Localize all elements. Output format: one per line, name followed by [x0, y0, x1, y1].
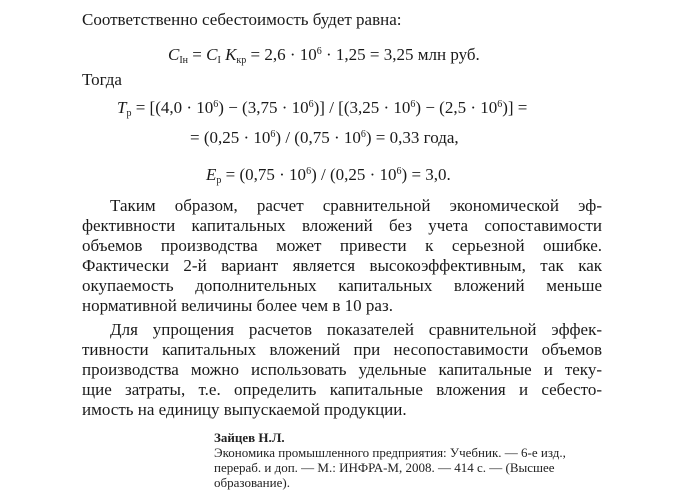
- paragraph-1-line: окупаемость дополнительных капитальных вложений меньше: [82, 276, 602, 295]
- paragraph-1-line: объемов производства может привести к серьезной ошибке.: [82, 236, 602, 255]
- formula-tp2-e1: 6: [270, 129, 276, 140]
- formula-cost-k-sub: кр: [236, 55, 247, 66]
- reference-author: Зайцев Н.Л.: [214, 430, 285, 445]
- reference-line: Экономика промышленного предприятия: Учебник. — 6-е изд.,: [214, 445, 566, 460]
- formula-cost-lhs-sub: Iн: [179, 55, 189, 66]
- reference-line: перераб. и доп. — М.: ИНФРА-М, 2008. — 414 с. — (Высшее: [214, 460, 555, 475]
- formula-ep-p2: ) / (0,25 · 10: [311, 165, 397, 184]
- formula-tp-p2: ) − (3,75 · 10: [218, 98, 309, 117]
- reference: [214, 430, 604, 490]
- formula-ep-p3: ) = 3,0.: [401, 165, 451, 184]
- formula-tp-p3: )] / [(3,25 · 10: [313, 98, 411, 117]
- formula-tp-p1: = [(4,0 · 10: [131, 98, 214, 117]
- formula-tp2-p2: ) / (0,75 · 10: [275, 128, 361, 147]
- formula-tp-continued: [190, 127, 459, 149]
- intro-text: Соответственно себестоимость будет равна:: [82, 10, 402, 29]
- formula-cost-rhs-exp: 6: [316, 46, 322, 57]
- formula-tp2-p1: = (0,25 · 10: [190, 128, 271, 147]
- formula-tp2-e2: 6: [360, 129, 366, 140]
- formula-ep-sub: р: [216, 175, 222, 186]
- reference-line: образование).: [214, 475, 290, 490]
- then-text: Тогда: [82, 70, 122, 89]
- paragraph-2-line: производства можно использовать удельные капитальные и теку-: [82, 360, 602, 379]
- formula-cost-eq: =: [188, 45, 207, 64]
- formula-tp-e2: 6: [308, 99, 314, 110]
- formula-cost-rhs2: · 1,25 = 3,25 млн руб.: [321, 45, 480, 64]
- formula-cost-k-var: K: [225, 45, 237, 64]
- formula-cost-c1-var: C: [206, 45, 218, 64]
- formula-tp-e4: 6: [497, 99, 503, 110]
- formula-tp2-p3: ) = 0,33 года,: [365, 128, 459, 147]
- formula-tp-p4: ) − (2,5 · 10: [415, 98, 498, 117]
- paragraph-2-line: тивности капитальных вложений при несопоставимости объемов: [82, 340, 602, 359]
- formula-tp-e1: 6: [213, 99, 219, 110]
- formula-ep: [206, 164, 451, 186]
- paragraph-1-line: фективности капитальных вложений без учета сопоставимости: [82, 216, 602, 235]
- formula-tp-e3: 6: [410, 99, 416, 110]
- formula-ep-p1: = (0,75 · 10: [221, 165, 307, 184]
- formula-ep-e2: 6: [396, 166, 402, 177]
- formula-tp: [117, 97, 527, 119]
- formula-cost-rhs: = 2,6 · 10: [246, 45, 317, 64]
- formula-ep-e1: 6: [306, 166, 312, 177]
- formula-ep-var: E: [206, 165, 217, 184]
- formula-cost-lhs-var: C: [168, 45, 180, 64]
- paragraph-2-line: Для упрощения расчетов показателей сравнительной эффек-: [110, 320, 602, 339]
- paragraph-2-line-last: имость на единицу выпускаемой продукции.: [82, 400, 407, 419]
- formula-cost-c1-sub: I: [217, 55, 221, 66]
- formula-tp-var: T: [117, 98, 127, 117]
- paragraph-2-line: щие затраты, т.е. определить капитальные вложения и себесто-: [82, 380, 602, 399]
- paragraph-1-line-last: нормативной величины более чем в 10 раз.: [82, 296, 393, 315]
- formula-tp-p5: )] =: [502, 98, 528, 117]
- formula-cost: [168, 44, 480, 66]
- paragraph-1-line: Фактически 2-й вариант является высокоэффективным, так как: [82, 256, 602, 275]
- paragraph-1-line: Таким образом, расчет сравнительной экономической эф-: [110, 196, 602, 215]
- formula-tp-sub: р: [126, 108, 132, 119]
